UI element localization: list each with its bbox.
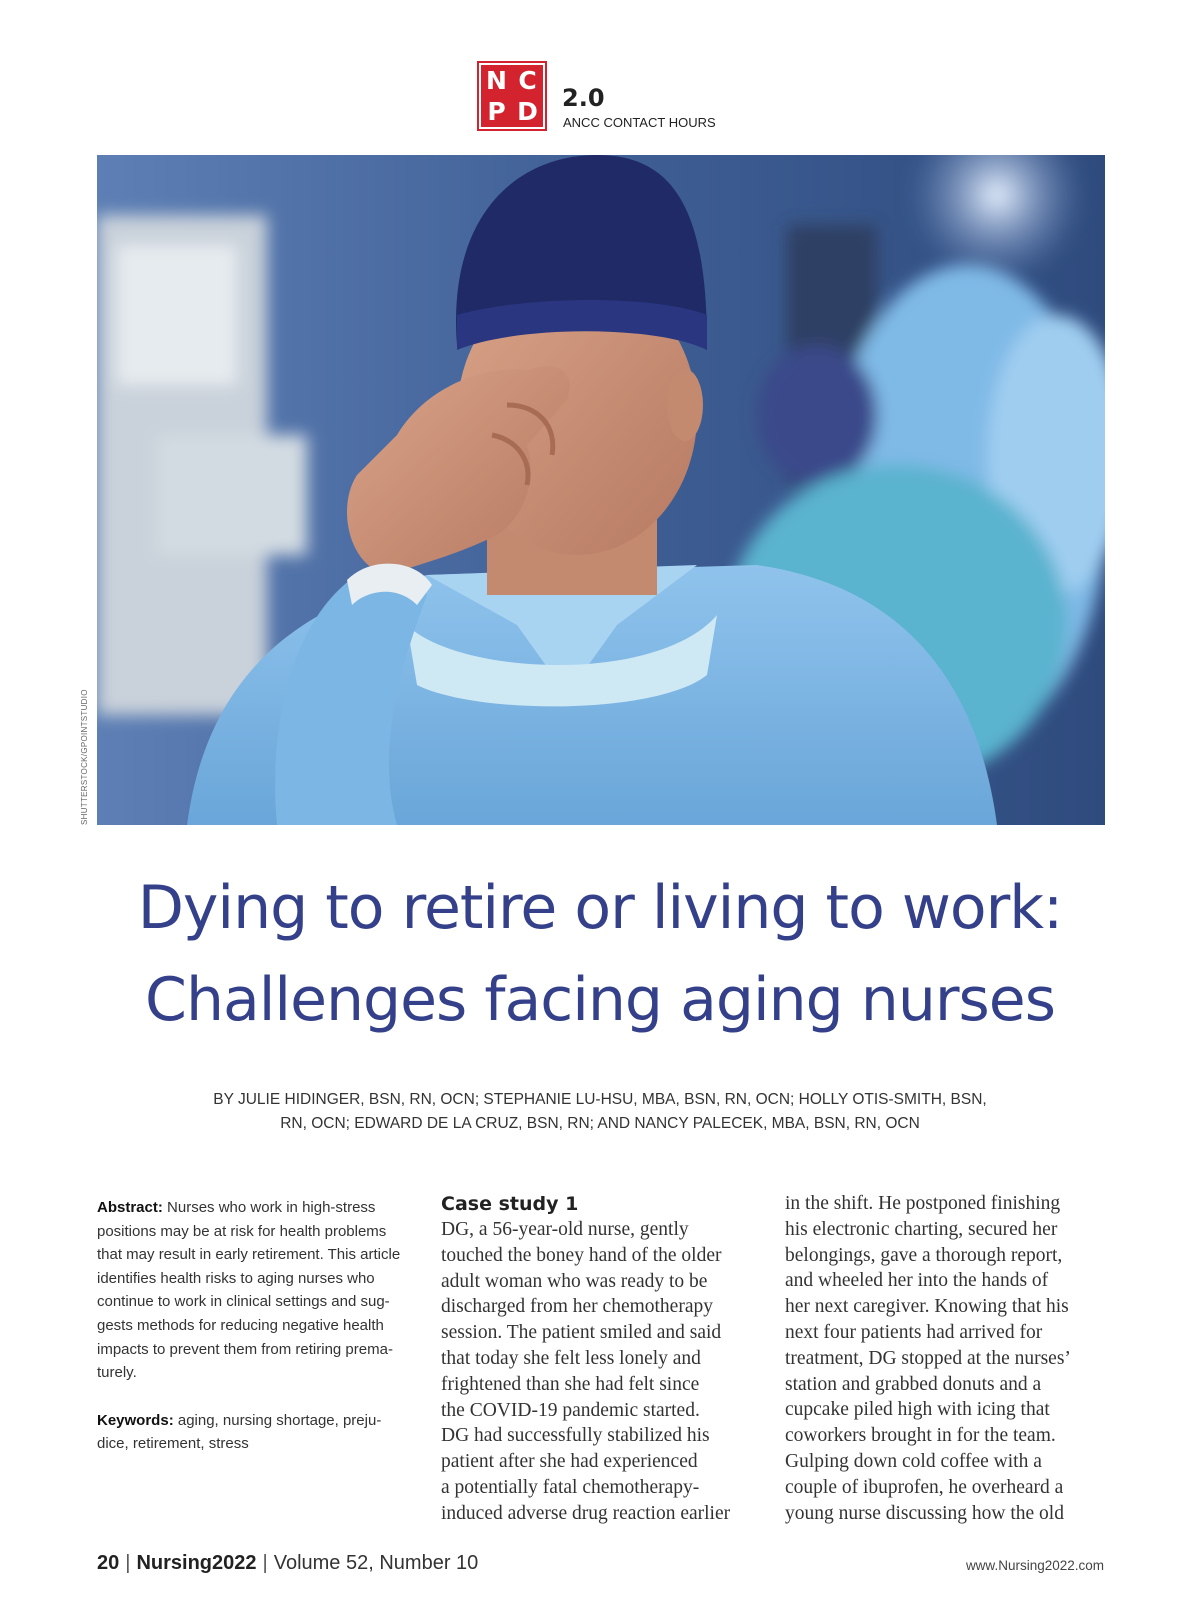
body-line: induced adverse drug reaction earlier	[441, 1502, 731, 1524]
body-line: session. The patient smiled and said	[441, 1322, 722, 1344]
keywords-label: Keywords:	[97, 1411, 174, 1429]
badge-letter-n: N	[486, 66, 507, 95]
title-line-2: Challenges facing aging nurses	[145, 965, 1055, 1035]
ncpd-logo	[477, 61, 547, 131]
body-line: frightened than she had felt since	[441, 1373, 700, 1395]
article-column-1	[441, 1191, 761, 1527]
badge-letter-c: C	[518, 66, 537, 95]
body-line: DG had successfully stabilized his	[441, 1425, 710, 1447]
body-line: cupcake piled high with icing that	[785, 1399, 1050, 1421]
body-line: couple of ibuprofen, he overheard a	[785, 1476, 1064, 1498]
body-line: her next caregiver. Knowing that his	[785, 1296, 1069, 1318]
hero-photo	[97, 155, 1105, 825]
footer-separator: |	[262, 1552, 268, 1574]
photo-credit: SHUTTERSTOCK/GPOINTSTUDIO	[80, 689, 89, 825]
byline-line-2: RN, OCN; EDWARD DE LA CRUZ, BSN, RN; AND NANCY PALECEK, MBA, BSN, RN, OCN	[280, 1115, 920, 1132]
abstract-label: Abstract:	[97, 1199, 163, 1216]
keywords-line: dice, retirement, stress	[97, 1435, 249, 1453]
abstract	[97, 1196, 417, 1480]
byline	[140, 1088, 1060, 1136]
article-column-2	[785, 1191, 1105, 1526]
body-line: next four patients had arrived for	[785, 1321, 1043, 1343]
body-line: coworkers brought in for the team.	[785, 1425, 1056, 1447]
abstract-line: positions may be at risk for health problems	[97, 1222, 387, 1240]
body-line: DG, a 56-year-old nurse, gently	[441, 1219, 689, 1240]
body-line: touched the boney hand of the older	[441, 1244, 722, 1266]
body-line: Gulping down cold coffee with a	[785, 1450, 1042, 1472]
body-line: and wheeled her into the hands of	[785, 1270, 1049, 1292]
body-line: belongings, gave a thorough report,	[785, 1244, 1063, 1266]
body-line: patient after she had experienced	[441, 1451, 698, 1473]
badge-letter-d: D	[517, 97, 538, 126]
title-line-1: Dying to retire or living to work:	[137, 873, 1063, 943]
abstract-line: Abstract: Nurses who work in high-stress	[97, 1199, 376, 1216]
contact-hours-label: ANCC CONTACT HOURS	[563, 115, 716, 130]
body-line: that today she felt less lonely and	[441, 1347, 701, 1369]
page-footer	[97, 1552, 478, 1575]
keywords-line: Keywords: aging, nursing shortage, preju-	[97, 1411, 382, 1429]
volume-info: Volume 52, Number 10	[273, 1552, 479, 1574]
abstract-line: identifies health risks to aging nurses who	[97, 1269, 375, 1287]
body-line: station and grabbed donuts and a	[785, 1373, 1042, 1395]
byline-line-1: BY JULIE HIDINGER, BSN, RN, OCN; STEPHANIE LU-HSU, MBA, BSN, RN, OCN; HOLLY OTIS-SMITH, BSN,	[213, 1091, 987, 1108]
contact-hours-value: 2.0	[562, 84, 605, 112]
abstract-line: turely.	[97, 1364, 137, 1382]
journal-name: Nursing2022	[136, 1552, 257, 1574]
section-heading: Case study 1	[441, 1193, 579, 1215]
footer-separator: |	[125, 1552, 131, 1574]
abstract-line: impacts to prevent them from retiring prema-	[97, 1340, 393, 1358]
body-line: a potentially fatal chemotherapy-	[441, 1476, 700, 1498]
body-line: the COVID-19 pandemic started.	[441, 1399, 700, 1421]
badge-letter-p: P	[487, 97, 506, 126]
body-line: his electronic charting, secured her	[785, 1218, 1058, 1240]
body-line: in the shift. He postponed finishing	[785, 1193, 1061, 1214]
journal-url: www.Nursing2022.com	[965, 1558, 1104, 1573]
abstract-line: gests methods for reducing negative health	[97, 1316, 384, 1334]
body-line: treatment, DG stopped at the nurses’	[785, 1347, 1071, 1369]
keywords-paragraph	[97, 1409, 417, 1456]
body-line: discharged from her chemotherapy	[441, 1296, 713, 1318]
article-title	[0, 862, 1200, 1046]
abstract-line: that may result in early retirement. This article	[97, 1246, 401, 1264]
abstract-paragraph	[97, 1196, 417, 1385]
body-line: adult woman who was ready to be	[441, 1270, 708, 1292]
page-number: 20	[97, 1552, 120, 1574]
body-line: young nurse discussing how the old	[785, 1502, 1064, 1524]
abstract-line: continue to work in clinical settings and sug-	[97, 1293, 390, 1311]
